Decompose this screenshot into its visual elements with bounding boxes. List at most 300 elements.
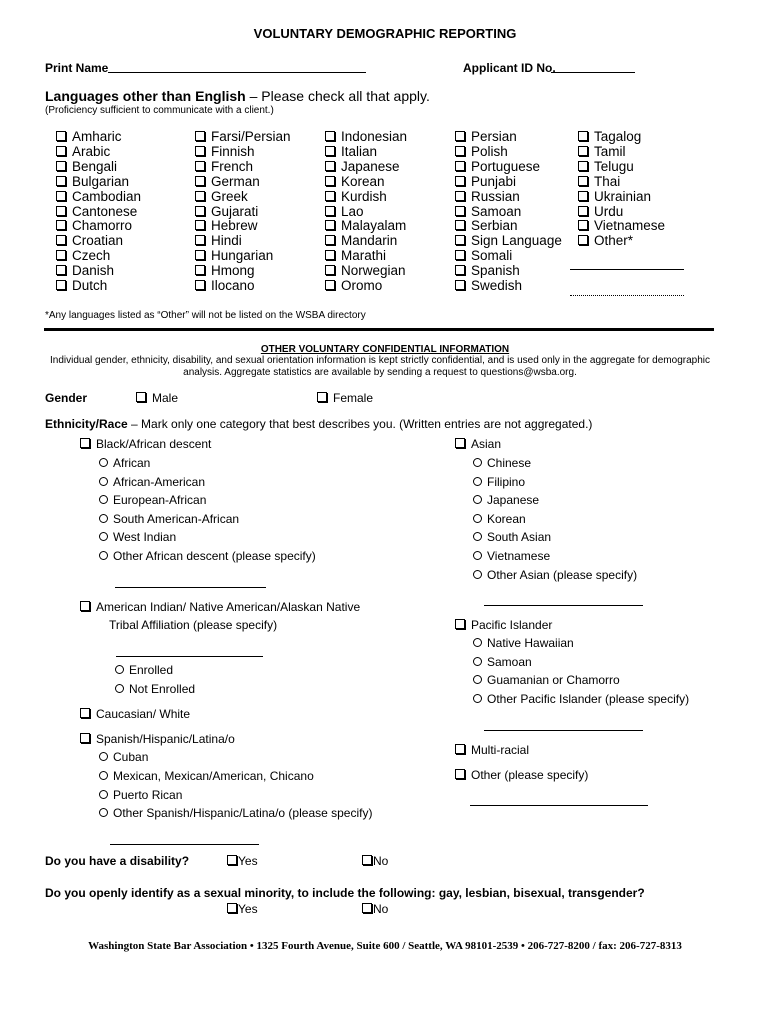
- checkbox-icon: [195, 265, 205, 275]
- language-option[interactable]: [56, 130, 141, 145]
- radio-option-label: Vietnamese: [487, 549, 551, 563]
- language-option[interactable]: [455, 205, 562, 220]
- checkbox-icon: [195, 235, 205, 245]
- disability-yes-option[interactable]: [227, 854, 258, 868]
- radio-icon: [99, 458, 108, 467]
- sexual-minority-yes-label: Yes: [238, 902, 258, 916]
- language-option[interactable]: [195, 160, 291, 175]
- language-label: Ilocano: [211, 278, 255, 294]
- language-label: French: [211, 158, 254, 174]
- language-option[interactable]: [56, 160, 141, 175]
- radio-option[interactable]: [473, 636, 574, 650]
- language-option[interactable]: [56, 205, 141, 220]
- other-language-line-2[interactable]: [570, 295, 684, 296]
- language-option[interactable]: [578, 190, 665, 205]
- radio-icon: [473, 694, 482, 703]
- checkbox-icon: [455, 744, 465, 754]
- language-label: Italian: [341, 143, 378, 159]
- language-option[interactable]: [195, 249, 291, 264]
- language-label: Portuguese: [471, 158, 541, 174]
- language-option[interactable]: [325, 175, 407, 190]
- language-label: Malayalam: [341, 218, 407, 234]
- checkbox-icon: [195, 176, 205, 186]
- language-option[interactable]: [325, 279, 407, 294]
- radio-option[interactable]: [473, 493, 539, 507]
- section-divider: [44, 328, 714, 331]
- radio-icon: [473, 458, 482, 467]
- language-option[interactable]: [325, 264, 407, 279]
- language-option[interactable]: [325, 219, 407, 234]
- american-indian-option[interactable]: [80, 600, 360, 614]
- radio-option[interactable]: [99, 493, 206, 507]
- sexual-minority-no-label: No: [373, 902, 389, 916]
- language-label: Arabic: [72, 143, 111, 159]
- ethnicity-instruction: – Mark only one category that best describes you. (Written entries are not aggregated.): [127, 417, 593, 431]
- language-option[interactable]: [325, 234, 407, 249]
- checkbox-icon: [455, 176, 465, 186]
- not-enrolled-label: Not Enrolled: [129, 682, 196, 696]
- language-option[interactable]: [325, 190, 407, 205]
- language-label: Hmong: [211, 263, 255, 279]
- checkbox-icon: [195, 250, 205, 260]
- language-option[interactable]: [56, 219, 141, 234]
- language-option[interactable]: [578, 219, 665, 234]
- radio-icon: [473, 477, 482, 486]
- language-option[interactable]: [325, 160, 407, 175]
- radio-icon: [99, 771, 108, 780]
- languages-footnote: *Any languages listed as “Other” will not be listed on the WSBA directory: [45, 310, 366, 321]
- language-option[interactable]: [578, 130, 665, 145]
- radio-icon: [99, 790, 108, 799]
- radio-option-label: Puerto Rican: [113, 787, 183, 802]
- checkbox-icon: [455, 250, 465, 260]
- black-african-option[interactable]: [80, 437, 211, 451]
- checkbox-icon: [56, 206, 66, 216]
- language-option[interactable]: [195, 190, 291, 205]
- radio-icon: [99, 477, 108, 486]
- radio-icon: [99, 551, 108, 560]
- checkbox-icon: [455, 146, 465, 156]
- enrolled-option[interactable]: [115, 663, 173, 677]
- language-label: Marathi: [341, 248, 387, 264]
- hispanic-label: Spanish/Hispanic/Latina/o: [96, 732, 235, 746]
- radio-option[interactable]: [99, 475, 205, 489]
- checkbox-icon: [80, 438, 90, 448]
- language-option[interactable]: [56, 249, 141, 264]
- radio-option[interactable]: [473, 456, 531, 470]
- caucasian-label: Caucasian/ White: [96, 707, 191, 721]
- language-option[interactable]: [56, 279, 141, 294]
- language-label: Czech: [72, 248, 111, 264]
- other-ethnicity-label: Other (please specify): [471, 768, 589, 782]
- sexual-minority-question: Do you openly identify as a sexual minority, to include the following: gay, lesbian, bisexual, transgender?: [45, 886, 645, 900]
- checkbox-icon: [578, 191, 588, 201]
- radio-option[interactable]: [473, 673, 620, 687]
- checkbox-icon: [455, 235, 465, 245]
- checkbox-icon: [455, 280, 465, 290]
- other-pacific-specify-line[interactable]: [484, 730, 643, 731]
- hispanic-option[interactable]: [80, 732, 235, 746]
- language-label: Chamorro: [72, 218, 133, 234]
- languages-heading-bold: Languages other than English: [45, 88, 246, 104]
- radio-option-label: Other Pacific Islander (please specify): [487, 691, 690, 706]
- language-option[interactable]: [455, 249, 562, 264]
- applicant-id-field[interactable]: [551, 72, 635, 73]
- language-column-2: [195, 130, 291, 294]
- language-option[interactable]: [455, 175, 562, 190]
- language-option[interactable]: [56, 234, 141, 249]
- language-option[interactable]: [455, 264, 562, 279]
- language-option[interactable]: [195, 219, 291, 234]
- asian-label: Asian: [471, 437, 502, 451]
- disability-yes-label: Yes: [238, 854, 258, 868]
- language-column-3: [325, 130, 407, 294]
- checkbox-icon: [227, 855, 237, 865]
- radio-option-label: Chinese: [487, 456, 532, 470]
- american-indian-label: American Indian/ Native American/Alaskan Native: [96, 600, 361, 614]
- language-option[interactable]: [455, 130, 562, 145]
- language-label: Hebrew: [211, 218, 258, 234]
- checkbox-icon: [325, 131, 335, 141]
- radio-option[interactable]: [99, 750, 148, 764]
- checkbox-icon: [56, 131, 66, 141]
- checkbox-icon: [455, 220, 465, 230]
- language-option[interactable]: [578, 175, 665, 190]
- checkbox-icon: [325, 265, 335, 275]
- language-label: Cantonese: [72, 203, 138, 219]
- checkbox-icon: [195, 131, 205, 141]
- language-option[interactable]: [195, 264, 291, 279]
- enrolled-label: Enrolled: [129, 663, 174, 677]
- language-option[interactable]: [56, 175, 141, 190]
- checkbox-icon: [578, 206, 588, 216]
- language-label: Vietnamese: [594, 218, 666, 234]
- radio-option[interactable]: [99, 456, 150, 470]
- radio-option-label: African: [113, 456, 151, 470]
- language-label: Sign Language: [471, 233, 562, 249]
- language-label: Croatian: [72, 233, 124, 249]
- checkbox-icon: [56, 265, 66, 275]
- checkbox-icon: [195, 161, 205, 171]
- checkbox-icon: [455, 769, 465, 779]
- checkbox-icon: [56, 280, 66, 290]
- language-label: Oromo: [341, 278, 383, 294]
- checkbox-icon: [195, 191, 205, 201]
- pacific-islander-label: Pacific Islander: [471, 618, 553, 632]
- language-label: Swedish: [471, 278, 523, 294]
- radio-icon: [473, 532, 482, 541]
- language-label: Indonesian: [341, 129, 408, 144]
- radio-icon: [99, 495, 108, 504]
- language-label: Thai: [594, 173, 621, 189]
- language-column-1: [56, 130, 141, 294]
- print-name-label: Print Name: [45, 61, 109, 75]
- checkbox-icon: [578, 220, 588, 230]
- language-label: Cambodian: [72, 188, 142, 204]
- radio-option-label: Japanese: [487, 493, 540, 508]
- language-option[interactable]: [578, 205, 665, 220]
- language-label: Punjabi: [471, 173, 517, 189]
- radio-option[interactable]: [99, 806, 372, 820]
- footer-address: Washington State Bar Association • 1325 Fourth Avenue, Suite 600 / Seattle, WA 98101-2539 • 206-727-8200 / fax: 206-727-8313: [88, 940, 682, 952]
- radio-icon: [473, 551, 482, 560]
- disability-question: Do you have a disability?: [45, 854, 190, 868]
- language-label: Persian: [471, 129, 517, 144]
- tribal-affiliation-label: Tribal Affiliation (please specify): [109, 618, 278, 632]
- language-option[interactable]: [56, 190, 141, 205]
- sexual-minority-yes-option[interactable]: [227, 902, 258, 916]
- disability-no-option[interactable]: [362, 854, 388, 868]
- language-label: Russian: [471, 188, 520, 204]
- confidential-text-2: analysis. Aggregate statistics are available by sending a request to questions@wsba.org.: [183, 367, 577, 378]
- language-label: Amharic: [72, 129, 122, 144]
- checkbox-icon: [455, 265, 465, 275]
- languages-heading: [45, 88, 430, 104]
- language-label: Serbian: [471, 218, 518, 234]
- radio-option-label: European-African: [113, 493, 207, 508]
- radio-icon: [473, 495, 482, 504]
- other-language-line-1[interactable]: [570, 269, 684, 270]
- language-label: Spanish: [471, 263, 520, 279]
- radio-option-label: Other Asian (please specify): [487, 567, 638, 582]
- language-label: Mandarin: [341, 233, 398, 249]
- checkbox-icon: [578, 131, 588, 141]
- applicant-id-label: Applicant ID No.: [463, 61, 556, 75]
- checkbox-icon: [80, 601, 90, 611]
- language-label: Danish: [72, 263, 115, 279]
- sexual-minority-no-option[interactable]: [362, 902, 388, 916]
- language-option[interactable]: [455, 145, 562, 160]
- language-option[interactable]: [578, 234, 665, 249]
- radio-icon: [99, 514, 108, 523]
- radio-option-label: West Indian: [113, 530, 177, 545]
- language-option[interactable]: [325, 130, 407, 145]
- radio-icon: [473, 570, 482, 579]
- other-asian-specify-line[interactable]: [484, 605, 643, 606]
- language-option[interactable]: [195, 279, 291, 294]
- radio-icon: [473, 514, 482, 523]
- language-option[interactable]: [325, 145, 407, 160]
- radio-option[interactable]: [99, 769, 314, 783]
- checkbox-icon: [325, 161, 335, 171]
- radio-option-label: Other Spanish/Hispanic/Latina/o (please specify): [113, 806, 373, 821]
- radio-icon: [99, 532, 108, 541]
- checkbox-icon: [578, 235, 588, 245]
- checkbox-icon: [578, 176, 588, 186]
- language-label: Japanese: [341, 158, 400, 174]
- checkbox-icon: [56, 220, 66, 230]
- language-option[interactable]: [455, 234, 562, 249]
- language-option[interactable]: [578, 160, 665, 175]
- language-label: German: [211, 173, 260, 189]
- radio-option[interactable]: [473, 512, 526, 526]
- radio-option[interactable]: [473, 568, 637, 582]
- language-label: Gujarati: [211, 203, 259, 219]
- checkbox-icon: [195, 220, 205, 230]
- radio-icon: [473, 675, 482, 684]
- print-name-field[interactable]: [108, 72, 366, 73]
- radio-option-label: Cuban: [113, 750, 149, 764]
- language-option[interactable]: [578, 145, 665, 160]
- disability-no-label: No: [373, 854, 389, 868]
- language-label: Telugu: [594, 158, 634, 174]
- checkbox-icon: [455, 131, 465, 141]
- checkbox-icon: [56, 146, 66, 156]
- checkbox-icon: [362, 903, 372, 913]
- tribal-affiliation-line[interactable]: [116, 656, 263, 657]
- language-label: Dutch: [72, 278, 108, 294]
- checkbox-icon: [325, 146, 335, 156]
- language-label: Urdu: [594, 203, 624, 219]
- language-option[interactable]: [195, 145, 291, 160]
- radio-option-label: Samoan: [487, 654, 532, 669]
- radio-option-label: South Asian: [487, 530, 552, 545]
- pacific-islander-option[interactable]: [455, 618, 552, 632]
- radio-icon: [115, 684, 124, 693]
- radio-option[interactable]: [99, 530, 176, 544]
- language-option[interactable]: [455, 279, 562, 294]
- checkbox-icon: [455, 438, 465, 448]
- language-option[interactable]: [56, 264, 141, 279]
- language-option[interactable]: [56, 145, 141, 160]
- checkbox-icon: [325, 280, 335, 290]
- radio-option[interactable]: [473, 692, 689, 706]
- language-label: Hindi: [211, 233, 242, 249]
- checkbox-icon: [136, 392, 146, 402]
- multiracial-option[interactable]: [455, 743, 529, 757]
- multiracial-label: Multi-racial: [471, 743, 530, 757]
- checkbox-icon: [56, 250, 66, 260]
- radio-option[interactable]: [473, 549, 550, 563]
- checkbox-icon: [325, 220, 335, 230]
- checkbox-icon: [325, 206, 335, 216]
- confidential-heading: OTHER VOLUNTARY CONFIDENTIAL INFORMATION: [260, 344, 510, 355]
- language-label: Korean: [341, 173, 385, 189]
- language-label: Bengali: [72, 158, 118, 174]
- checkbox-icon: [317, 392, 327, 402]
- radio-option-label: Other African descent (please specify): [113, 549, 316, 563]
- checkbox-icon: [325, 176, 335, 186]
- language-label: Lao: [341, 203, 364, 219]
- radio-option[interactable]: [473, 530, 551, 544]
- other-ethnicity-specify-line[interactable]: [470, 805, 648, 806]
- checkbox-icon: [80, 733, 90, 743]
- checkbox-icon: [455, 619, 465, 629]
- language-label: Ukrainian: [594, 188, 652, 204]
- radio-option[interactable]: [99, 512, 239, 526]
- language-column-5: [578, 130, 665, 249]
- other-ethnicity-option[interactable]: [455, 768, 588, 782]
- checkbox-icon: [325, 250, 335, 260]
- language-label: Bulgarian: [72, 173, 130, 189]
- checkbox-icon: [227, 903, 237, 913]
- confidential-text-1: Individual gender, ethnicity, disability, and sexual orientation information is kept strictly confidential, and is used only in the aggregate for demographic: [49, 355, 710, 366]
- languages-heading-rest: – Please check all that apply.: [245, 88, 430, 104]
- language-label: Finnish: [211, 143, 255, 159]
- radio-icon: [115, 665, 124, 674]
- language-label: Other*: [594, 233, 634, 249]
- radio-option-label: Filipino: [487, 474, 526, 489]
- language-label: Polish: [471, 143, 508, 159]
- checkbox-icon: [455, 206, 465, 216]
- checkbox-icon: [56, 161, 66, 171]
- checkbox-icon: [455, 191, 465, 201]
- language-option[interactable]: [325, 249, 407, 264]
- ethnicity-heading: [45, 417, 592, 431]
- language-option[interactable]: [455, 160, 562, 175]
- language-column-4: [455, 130, 562, 294]
- page-title: VOLUNTARY DEMOGRAPHIC REPORTING: [253, 26, 517, 41]
- radio-option[interactable]: [473, 475, 525, 489]
- radio-option-label: Mexican, Mexican/American, Chicano: [113, 768, 314, 783]
- radio-option-label: African-American: [113, 474, 206, 489]
- ethnicity-label: Ethnicity/Race: [45, 417, 128, 431]
- radio-option[interactable]: [99, 788, 182, 802]
- radio-option-label: Guamanian or Chamorro: [487, 673, 620, 688]
- caucasian-option[interactable]: [80, 707, 190, 721]
- language-label: Norwegian: [341, 263, 406, 279]
- other-african-specify-line[interactable]: [115, 587, 266, 588]
- checkbox-icon: [325, 235, 335, 245]
- checkbox-icon: [362, 855, 372, 865]
- language-option[interactable]: [325, 205, 407, 220]
- language-label: Tamil: [594, 143, 626, 159]
- checkbox-icon: [56, 191, 66, 201]
- language-label: Hungarian: [211, 248, 274, 264]
- radio-option[interactable]: [473, 655, 532, 669]
- language-label: Somali: [471, 248, 513, 264]
- radio-icon: [473, 657, 482, 666]
- language-option[interactable]: [195, 130, 291, 145]
- checkbox-icon: [56, 235, 66, 245]
- language-label: Greek: [211, 188, 248, 204]
- checkbox-icon: [325, 191, 335, 201]
- checkbox-icon: [80, 708, 90, 718]
- language-option[interactable]: [455, 190, 562, 205]
- black-african-label: Black/African descent: [96, 437, 212, 451]
- checkbox-icon: [195, 146, 205, 156]
- gender-female-label: Female: [333, 391, 374, 405]
- radio-icon: [473, 638, 482, 647]
- checkbox-icon: [195, 206, 205, 216]
- language-option[interactable]: [195, 175, 291, 190]
- languages-subnote: (Proficiency sufficient to communicate with a client.): [45, 105, 274, 116]
- radio-option[interactable]: [99, 549, 316, 563]
- checkbox-icon: [578, 146, 588, 156]
- language-label: Kurdish: [341, 188, 387, 204]
- radio-icon: [99, 808, 108, 817]
- checkbox-icon: [455, 161, 465, 171]
- gender-male-option[interactable]: [136, 391, 178, 405]
- language-option[interactable]: [195, 234, 291, 249]
- gender-female-option[interactable]: [317, 391, 373, 405]
- language-option[interactable]: [455, 219, 562, 234]
- language-label: Farsi/Persian: [211, 129, 291, 144]
- other-hispanic-specify-line[interactable]: [110, 844, 259, 845]
- language-label: Samoan: [471, 203, 522, 219]
- gender-label: Gender: [45, 391, 88, 405]
- not-enrolled-option[interactable]: [115, 682, 195, 696]
- radio-option-label: Native Hawaiian: [487, 636, 574, 650]
- radio-option-label: Korean: [487, 511, 526, 526]
- language-option[interactable]: [195, 205, 291, 220]
- radio-icon: [99, 752, 108, 761]
- radio-option-label: South American-African: [113, 511, 240, 526]
- asian-option[interactable]: [455, 437, 501, 451]
- checkbox-icon: [578, 161, 588, 171]
- checkbox-icon: [56, 176, 66, 186]
- language-label: Tagalog: [594, 129, 642, 144]
